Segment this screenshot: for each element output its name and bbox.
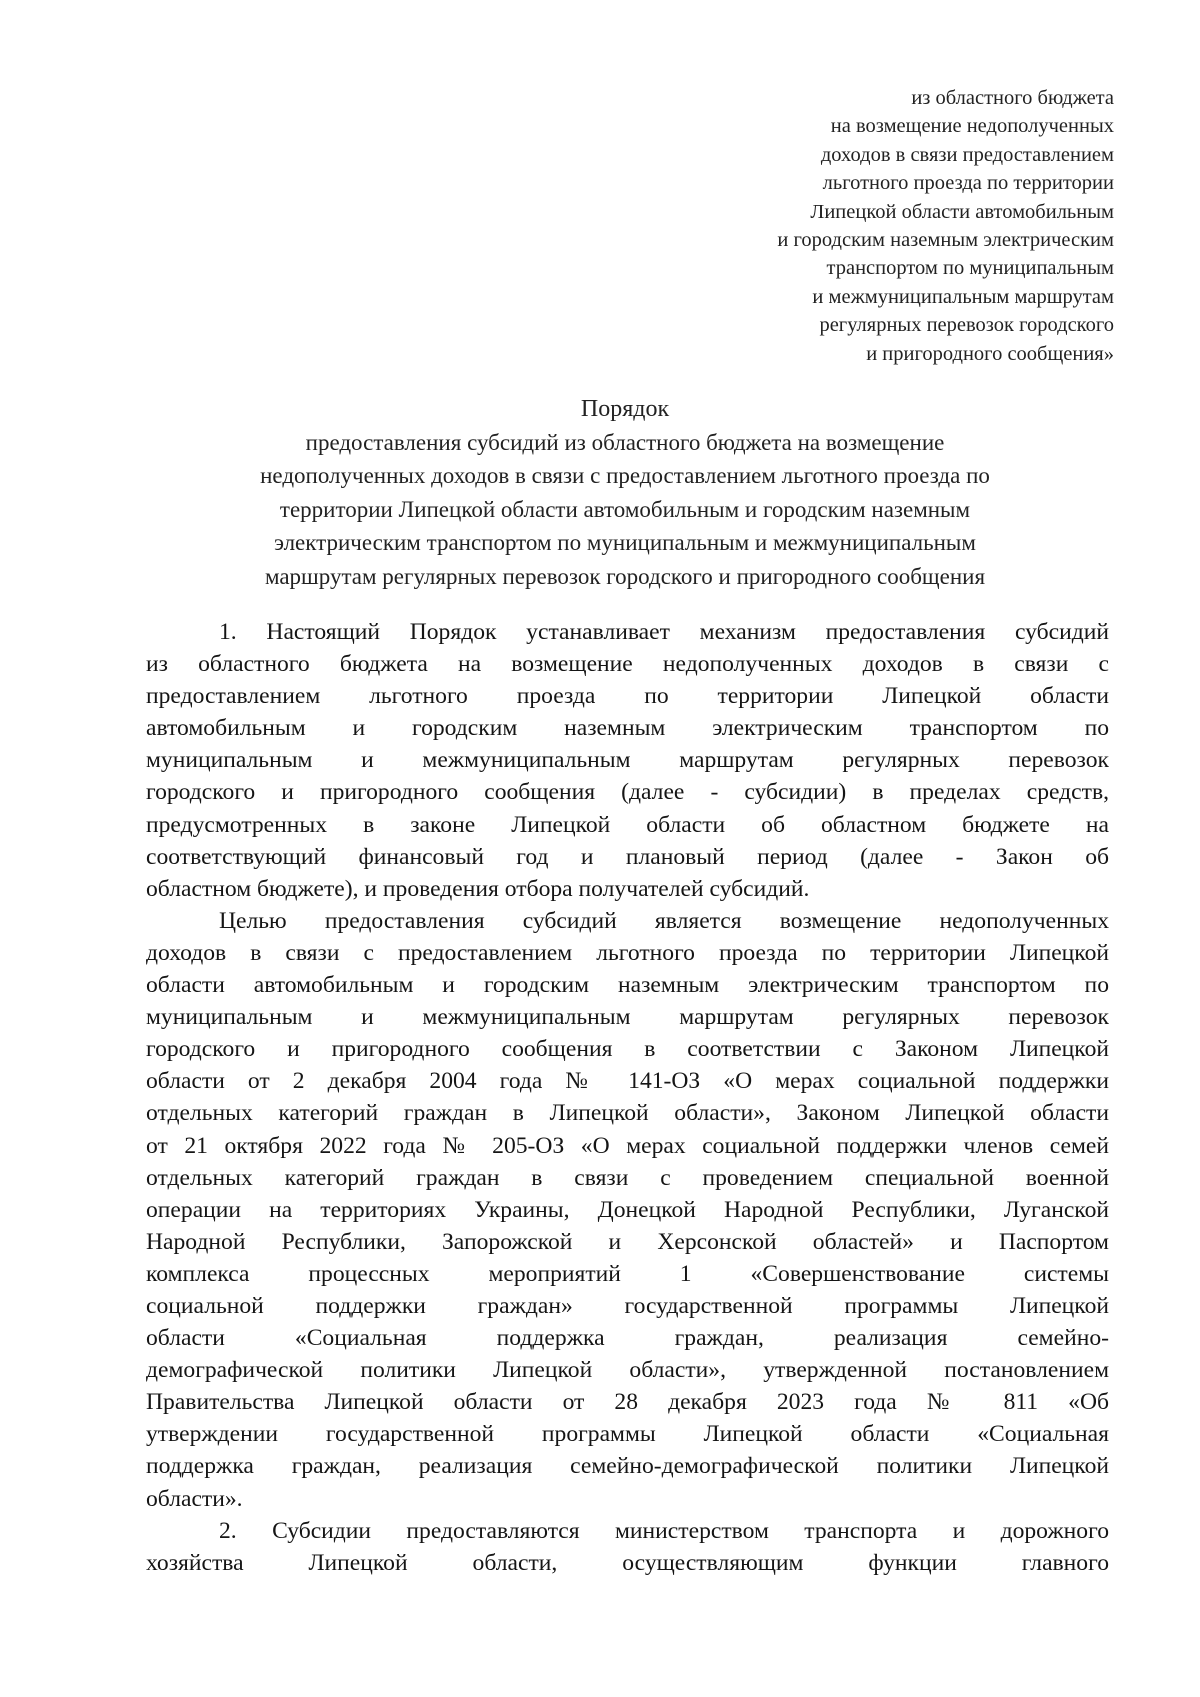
subtitle-line: территории Липецкой области автомобильным и городским наземным bbox=[279, 496, 971, 522]
subtitle-line: недополученных доходов в связи с предоставлением льготного проезда по bbox=[260, 463, 990, 489]
body-line: отдельных категорий граждан в связи с проведением специальной военной bbox=[146, 1164, 1109, 1191]
body-line: автомобильным и городским наземным электрическим транспортом по bbox=[146, 715, 1109, 742]
body-line: Целью предоставления субсидий является возмещение недополученных bbox=[219, 907, 1109, 934]
body-line: комплекса процессных мероприятий 1 «Совершенствование системы bbox=[146, 1260, 1109, 1287]
reference-line: и пригородного сообщения» bbox=[866, 342, 1114, 365]
body-line: предусмотренных в законе Липецкой области об областном бюджете на bbox=[146, 811, 1109, 838]
body-line: области автомобильным и городским наземным электрическим транспортом по bbox=[146, 972, 1109, 999]
body-line: муниципальным и межмуниципальным маршрутам регулярных перевозок bbox=[146, 1004, 1109, 1031]
document-body bbox=[146, 616, 1109, 1579]
title-block bbox=[140, 392, 1110, 593]
document-subtitle bbox=[140, 426, 1110, 593]
paragraph-1 bbox=[146, 616, 1109, 905]
paragraph-3 bbox=[146, 1515, 1109, 1579]
body-line: утверждении государственной программы Липецкой области «Социальная bbox=[146, 1421, 1109, 1448]
body-line: Правительства Липецкой области от 28 декабря 2023 года № 811 «Об bbox=[146, 1389, 1109, 1416]
body-line: областном бюджете), и проведения отбора получателей субсидий. bbox=[146, 875, 810, 902]
body-line: городского и пригородного сообщения в соответствии с Законом Липецкой bbox=[146, 1036, 1109, 1063]
body-line: городского и пригородного сообщения (далее - субсидии) в пределах средств, bbox=[146, 779, 1109, 806]
reference-line: доходов в связи предоставлением bbox=[820, 143, 1114, 166]
body-line: доходов в связи с предоставлением льготного проезда по территории Липецкой bbox=[146, 939, 1109, 966]
body-line: муниципальным и межмуниципальным маршрутам регулярных перевозок bbox=[146, 747, 1109, 774]
body-line: от 21 октября 2022 года № 205-ОЗ «О мерах социальной поддержки членов семей bbox=[146, 1132, 1109, 1159]
body-line: 1. Настоящий Порядок устанавливает механизм предоставления субсидий bbox=[219, 619, 1109, 645]
reference-line: и городским наземным электрическим bbox=[777, 229, 1114, 252]
body-line: хозяйства Липецкой области, осуществляющим функции главного bbox=[146, 1549, 1109, 1576]
subtitle-line: маршрутам регулярных перевозок городского и пригородного сообщения bbox=[264, 563, 986, 589]
subtitle-line: электрическим транспортом по муниципальным и межмуниципальным bbox=[274, 530, 976, 556]
body-line: отдельных категорий граждан в Липецкой области», Законом Липецкой области bbox=[146, 1100, 1109, 1127]
body-line: области «Социальная поддержка граждан, реализация семейно- bbox=[146, 1325, 1109, 1352]
reference-line: на возмещение недополученных bbox=[830, 115, 1114, 138]
reference-block bbox=[640, 84, 1114, 368]
reference-line: Липецкой области автомобильным bbox=[810, 200, 1114, 223]
body-line: предоставлением льготного проезда по территории Липецкой области bbox=[146, 683, 1109, 710]
body-line: области». bbox=[146, 1485, 243, 1512]
body-line: соответствующий финансовый год и плановый период (далее - Закон об bbox=[146, 843, 1109, 870]
paragraph-2 bbox=[146, 905, 1109, 1515]
subtitle-line: предоставления субсидий из областного бюджета на возмещение bbox=[305, 430, 945, 455]
body-line: области от 2 декабря 2004 года № 141-ОЗ «О мерах социальной поддержки bbox=[146, 1068, 1109, 1095]
document-title: Порядок bbox=[580, 396, 670, 422]
reference-line: регулярных перевозок городского bbox=[819, 314, 1114, 337]
body-line: демографической политики Липецкой области», утвержденной постановлением bbox=[146, 1357, 1109, 1384]
reference-line: транспортом по муниципальным bbox=[826, 257, 1114, 280]
reference-line: из областного бюджета bbox=[911, 87, 1114, 109]
reference-line: льготного проезда по территории bbox=[822, 172, 1114, 195]
body-line: из областного бюджета на возмещение недополученных доходов в связи с bbox=[146, 651, 1109, 678]
body-line: операции на территориях Украины, Донецкой Народной Республики, Луганской bbox=[146, 1196, 1109, 1223]
reference-line: и межмуниципальным маршрутам bbox=[812, 285, 1114, 308]
body-line: социальной поддержки граждан» государственной программы Липецкой bbox=[146, 1292, 1109, 1319]
body-line: 2. Субсидии предоставляются министерством транспорта и дорожного bbox=[219, 1517, 1109, 1544]
body-line: поддержка граждан, реализация семейно-демографической политики Липецкой bbox=[146, 1453, 1109, 1480]
body-line: Народной Республики, Запорожской и Херсонской областей» и Паспортом bbox=[146, 1228, 1109, 1255]
